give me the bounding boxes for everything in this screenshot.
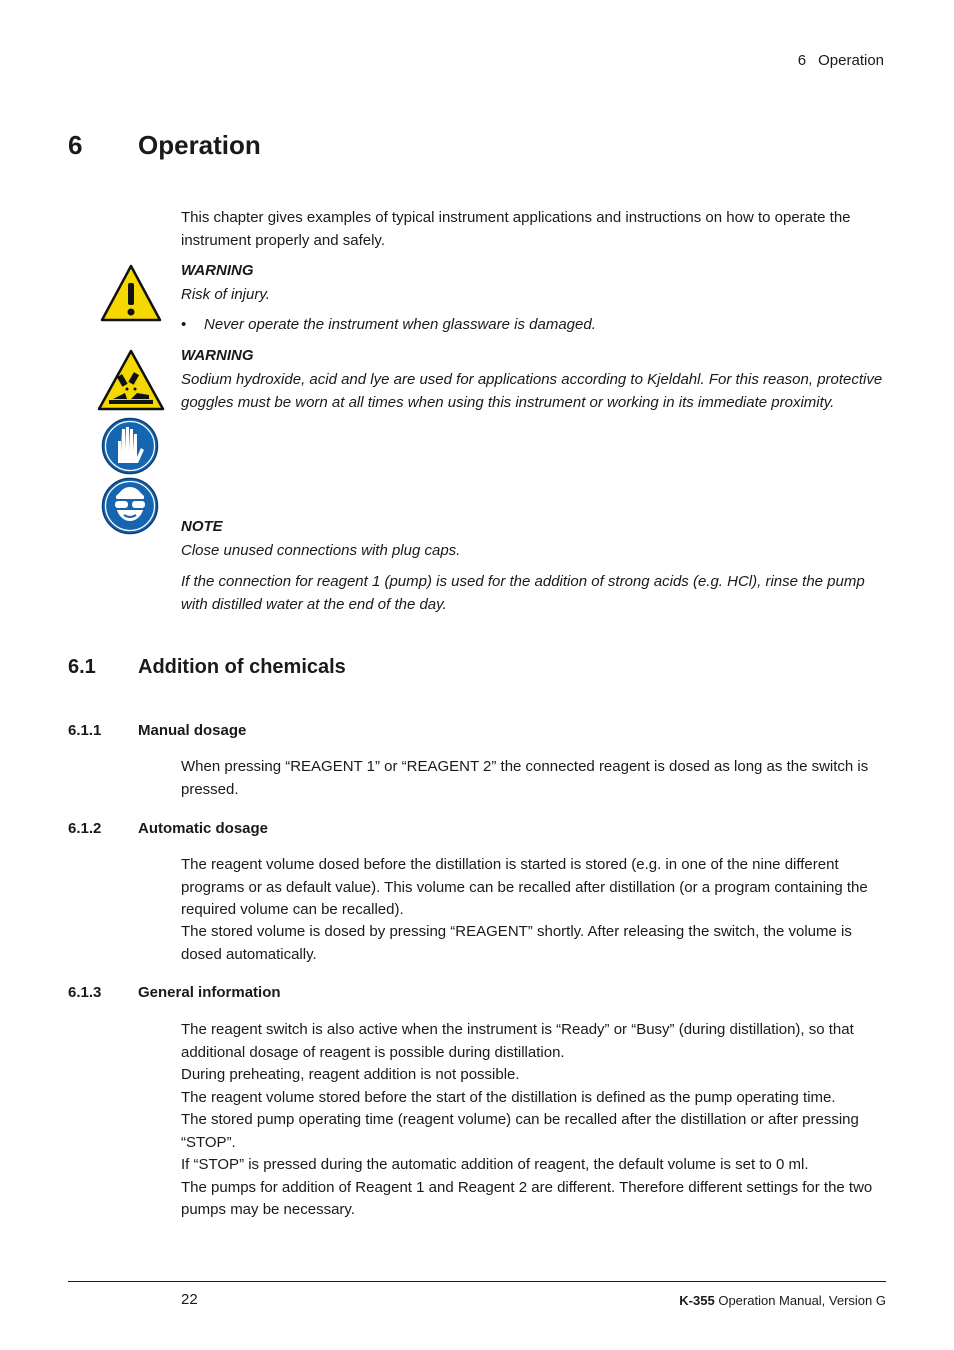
warning-1-bullet-text: Never operate the instrument when glassware is damaged. [204, 316, 596, 333]
chapter-title [68, 130, 261, 161]
section-6-1-heading [68, 656, 346, 679]
section-6-1-3-heading [68, 984, 281, 1001]
footer-doc-name: Operation Manual, Version G [718, 1293, 886, 1308]
section-6-1-3-line: The reagent switch is also active when the instrument is “Ready” or “Busy” (during distillation), so that additional dosage of reagent is possible during distillation. [181, 1021, 854, 1061]
running-header-chapter-num: 6 [797, 52, 807, 69]
warning-2-text: Sodium hydroxide, acid and lye are used for applications according to Kjeldahl. For this reason, protective goggles must be worn at all times when using this instrument or working in its immediate proximity. [181, 371, 883, 411]
section-6-1-2-text-1: The reagent volume dosed before the distillation is started is stored (e.g. in one of the nine different programs or as default value). This volume can be recalled after distillation (or a program containing the required volume can be recalled). [181, 856, 868, 918]
section-6-1-1-number: 6.1.1 [68, 722, 102, 739]
section-6-1-3-line: During preheating, reagent addition is not possible. [181, 1066, 520, 1083]
chapter-name: Operation [138, 130, 261, 160]
running-header-chapter-name: Operation [818, 52, 884, 69]
intro-paragraph: This chapter gives examples of typical instrument applications and instructions on how to operate the instrument properly and safely. [181, 209, 851, 249]
section-6-1-3-line: If “STOP” is pressed during the automatic addition of reagent, the default volume is set to 0 ml. [181, 1156, 809, 1173]
section-6-1-2-number: 6.1.2 [68, 820, 102, 837]
warning-2-label: WARNING [181, 347, 254, 364]
corrosive-warning-icon [97, 349, 165, 411]
section-6-1-3-text [181, 1019, 887, 1222]
section-6-1-2-heading [68, 820, 268, 837]
footer-model: K-355 [679, 1293, 715, 1308]
section-6-1-2-text-2: The stored volume is dosed by pressing “REAGENT” shortly. After releasing the switch, the volume is dosed automatically. [181, 923, 852, 963]
section-6-1-3-line: The stored pump operating time (reagent volume) can be recalled after the distillation or after pressing “STOP”. [181, 1111, 859, 1151]
section-6-1-3-title: General information [138, 984, 281, 1001]
section-6-1-number: 6.1 [68, 656, 96, 678]
wear-gloves-icon [101, 417, 159, 475]
bullet-dot: • [181, 316, 187, 333]
page-number: 22 [181, 1291, 198, 1308]
general-warning-icon [100, 264, 162, 322]
note-text-1: Close unused connections with plug caps. [181, 542, 461, 559]
running-header [798, 52, 884, 69]
section-6-1-1-title: Manual dosage [138, 722, 247, 739]
section-6-1-3-line: The pumps for addition of Reagent 1 and Reagent 2 are different. Therefore different settings for the two pumps may be necessary. [181, 1178, 873, 1218]
footer-rule [68, 1281, 886, 1282]
chapter-number: 6 [68, 130, 83, 160]
section-6-1-title: Addition of chemicals [138, 656, 346, 678]
warning-1-label: WARNING [181, 262, 254, 279]
section-6-1-1-text: When pressing “REAGENT 1” or “REAGENT 2” the connected reagent is dosed as long as the switch is pressed. [181, 758, 869, 798]
wear-goggles-icon [101, 477, 159, 535]
section-6-1-2-title: Automatic dosage [138, 820, 269, 837]
section-6-1-3-number: 6.1.3 [68, 984, 102, 1001]
section-6-1-3-line: The reagent volume stored before the start of the distillation is defined as the pump operating time. [181, 1088, 836, 1106]
section-6-1-1-heading [68, 722, 246, 739]
note-label: NOTE [181, 518, 223, 535]
warning-1-text: Risk of injury. [181, 286, 270, 303]
warning-1-bullet [181, 316, 596, 333]
footer-document-title [679, 1293, 886, 1308]
note-text-2: If the connection for reagent 1 (pump) is used for the addition of strong acids (e.g. HCl), rinse the pump with distilled water at the end of the day. [181, 573, 865, 613]
